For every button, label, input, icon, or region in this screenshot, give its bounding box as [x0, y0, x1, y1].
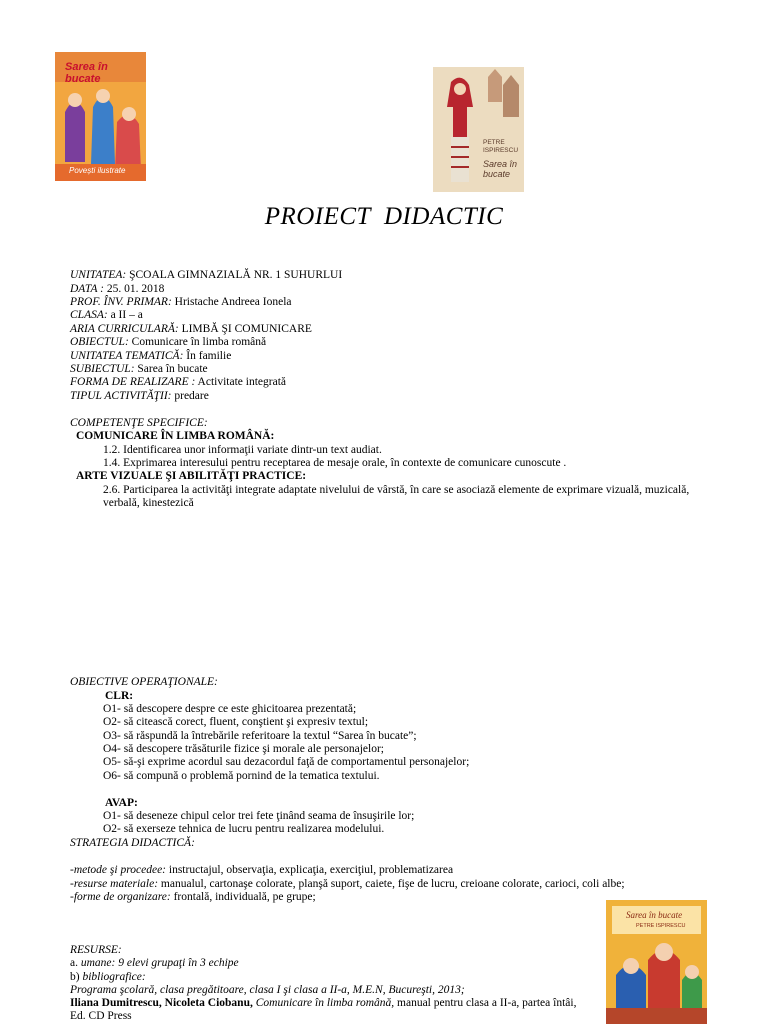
cover-footer: Povești ilustrate [69, 166, 126, 175]
bibliography-entry [70, 997, 576, 1010]
field-value: Sarea în bucate [134, 363, 208, 375]
field-value: predare [171, 390, 209, 402]
objective-item: O2- să exerseze tehnica de lucru pentru realizarea modelului. [103, 823, 385, 835]
objective-item: O4- să descopere trăsăturile fizice şi morale ale personajelor; [103, 743, 384, 755]
competenta-item: 1.4. Exprimarea interesului pentru receptarea de mesaje orale, în contexte de comunicare cunoscute . [103, 457, 567, 469]
page-title: PROIECT DIDACTIC [264, 203, 504, 230]
bibliography-publisher: Ed. CD Press [70, 1010, 132, 1022]
header-field [70, 309, 143, 322]
field-value: a II – a [107, 309, 143, 321]
bibliography-book: Comunicare în limba română, [252, 997, 395, 1009]
resurse-label: umane: [80, 957, 116, 969]
field-value: 25. 01. 2018 [103, 283, 165, 295]
cover-title: Sarea în bucate [626, 910, 683, 920]
header-field [70, 376, 286, 389]
cover-author: PETRE ISPIRESCU [636, 923, 686, 929]
obiective-heading: OBIECTIVE OPERAŢIONALE: [70, 676, 218, 688]
resurse-label: bibliografice: [82, 971, 146, 983]
header-field [70, 336, 266, 349]
list-marker: b) [70, 971, 83, 983]
field-label: ARIA CURRICULARĂ: [70, 323, 179, 335]
strategy-label: -forme de organizare: [70, 891, 171, 903]
header-field [70, 390, 209, 403]
objective-item: O2- să citească corect, fluent, conştient şi expresiv textul; [103, 716, 369, 728]
strategy-label: -metode şi procedee: [70, 864, 167, 876]
book-cover-sarea-in-bucate-bottom [606, 900, 707, 1024]
strategy-value: instructajul, observaţia, explicaţia, exerciţiul, problematizarea [166, 864, 454, 876]
field-label: OBIECTUL: [70, 336, 129, 348]
avap-heading: ARTE VIZUALE ŞI ABILITĂŢI PRACTICE: [76, 470, 307, 482]
field-label: TIPUL ACTIVITĂŢII: [70, 390, 172, 402]
resurse-umane [70, 957, 239, 970]
field-value: Activitate integrată [195, 376, 286, 388]
header-field [70, 269, 342, 282]
header-field [70, 296, 292, 309]
book-cover-illustrated-tales [55, 52, 146, 181]
objective-item: O5- să-şi exprime acordul sau dezacordul faţă de comportamentul personajelor; [103, 756, 470, 768]
objective-item: O6- să compună o problemă pornind de la tematica textului. [103, 770, 380, 782]
clr-label: CLR: [105, 690, 134, 702]
clr-heading: COMUNICARE ÎN LIMBA ROMÂNĂ: [76, 430, 275, 442]
field-value: ŞCOALA GIMNAZIALĂ NR. 1 SUHURLUI [126, 269, 343, 281]
competente-heading: COMPETENŢE SPECIFICE: [70, 417, 208, 429]
strategy-item [70, 891, 316, 904]
objective-item: O1- să descopere despre ce este ghicitoarea prezentată; [103, 703, 357, 715]
field-label: UNITATEA TEMATICĂ: [70, 350, 184, 362]
book-cover-sarea-in-bucate [433, 67, 524, 192]
field-label: CLASA: [70, 309, 108, 321]
avap-label: AVAP: [105, 797, 138, 809]
strategy-item [70, 864, 453, 877]
header-field [70, 363, 208, 376]
field-value: Hristache Andreea Ionela [171, 296, 292, 308]
strategy-item [70, 878, 625, 891]
bibliography-details: manual pentru clasa a II-a, partea întâi, [394, 997, 577, 1009]
objective-item: O3- să răspundă la întrebările referitoare la textul “Sarea în bucate”; [103, 730, 417, 742]
field-label: SUBIECTUL: [70, 363, 135, 375]
cover-author: PETRE ISPIRESCU [483, 139, 519, 154]
field-label: UNITATEA: [70, 269, 127, 281]
cover-title: Sarea în bucate [483, 159, 518, 179]
cover-title: Sarea în bucate [65, 61, 108, 85]
bibliography-authors: Iliana Dumitrescu, Nicoleta Ciobanu, [70, 997, 253, 1009]
field-label: FORMA DE REALIZARE : [70, 376, 196, 388]
objective-item: O1- să deseneze chipul celor trei fete ţinând seama de însuşirile lor; [103, 810, 415, 822]
field-value: Comunicare în limba română [128, 336, 267, 348]
strategy-label: -resurse materiale: [70, 878, 159, 890]
field-value: LIMBĂ ŞI COMUNICARE [178, 323, 312, 335]
strategy-value: frontală, individuală, pe grupe; [170, 891, 316, 903]
resurse-heading: RESURSE: [70, 944, 122, 956]
resurse-bibliografice [70, 971, 146, 984]
strategy-value: manualul, cartonaşe colorate, planşă suport, caiete, fişe de lucru, creioane colorate, carioci, coli albe; [158, 878, 625, 890]
header-field [70, 323, 312, 336]
strategia-heading: STRATEGIA DIDACTICĂ: [70, 837, 195, 849]
competenta-item: 1.2. Identificarea unor informaţii variate dintr-un text audiat. [103, 444, 382, 456]
list-marker: a. [70, 957, 81, 969]
field-label: DATA : [70, 283, 104, 295]
field-value: În familie [183, 350, 232, 362]
resurse-value: 9 elevi grupaţi în 3 echipe [115, 957, 239, 969]
field-label: PROF. ÎNV. PRIMAR: [70, 296, 172, 308]
competenta-item: 2.6. Participarea la activităţi integrate adaptate nivelului de vârstă, în care se asociază elemente de exprimare vizuală, muzicală, verbală, kinestezică [103, 484, 690, 509]
bibliography-entry: Programa şcolară, clasa pregătitoare, clasa I şi clasa a II-a, M.E.N, Bucureşti, 2013; [70, 984, 465, 996]
header-field [70, 283, 164, 296]
header-field [70, 350, 231, 363]
